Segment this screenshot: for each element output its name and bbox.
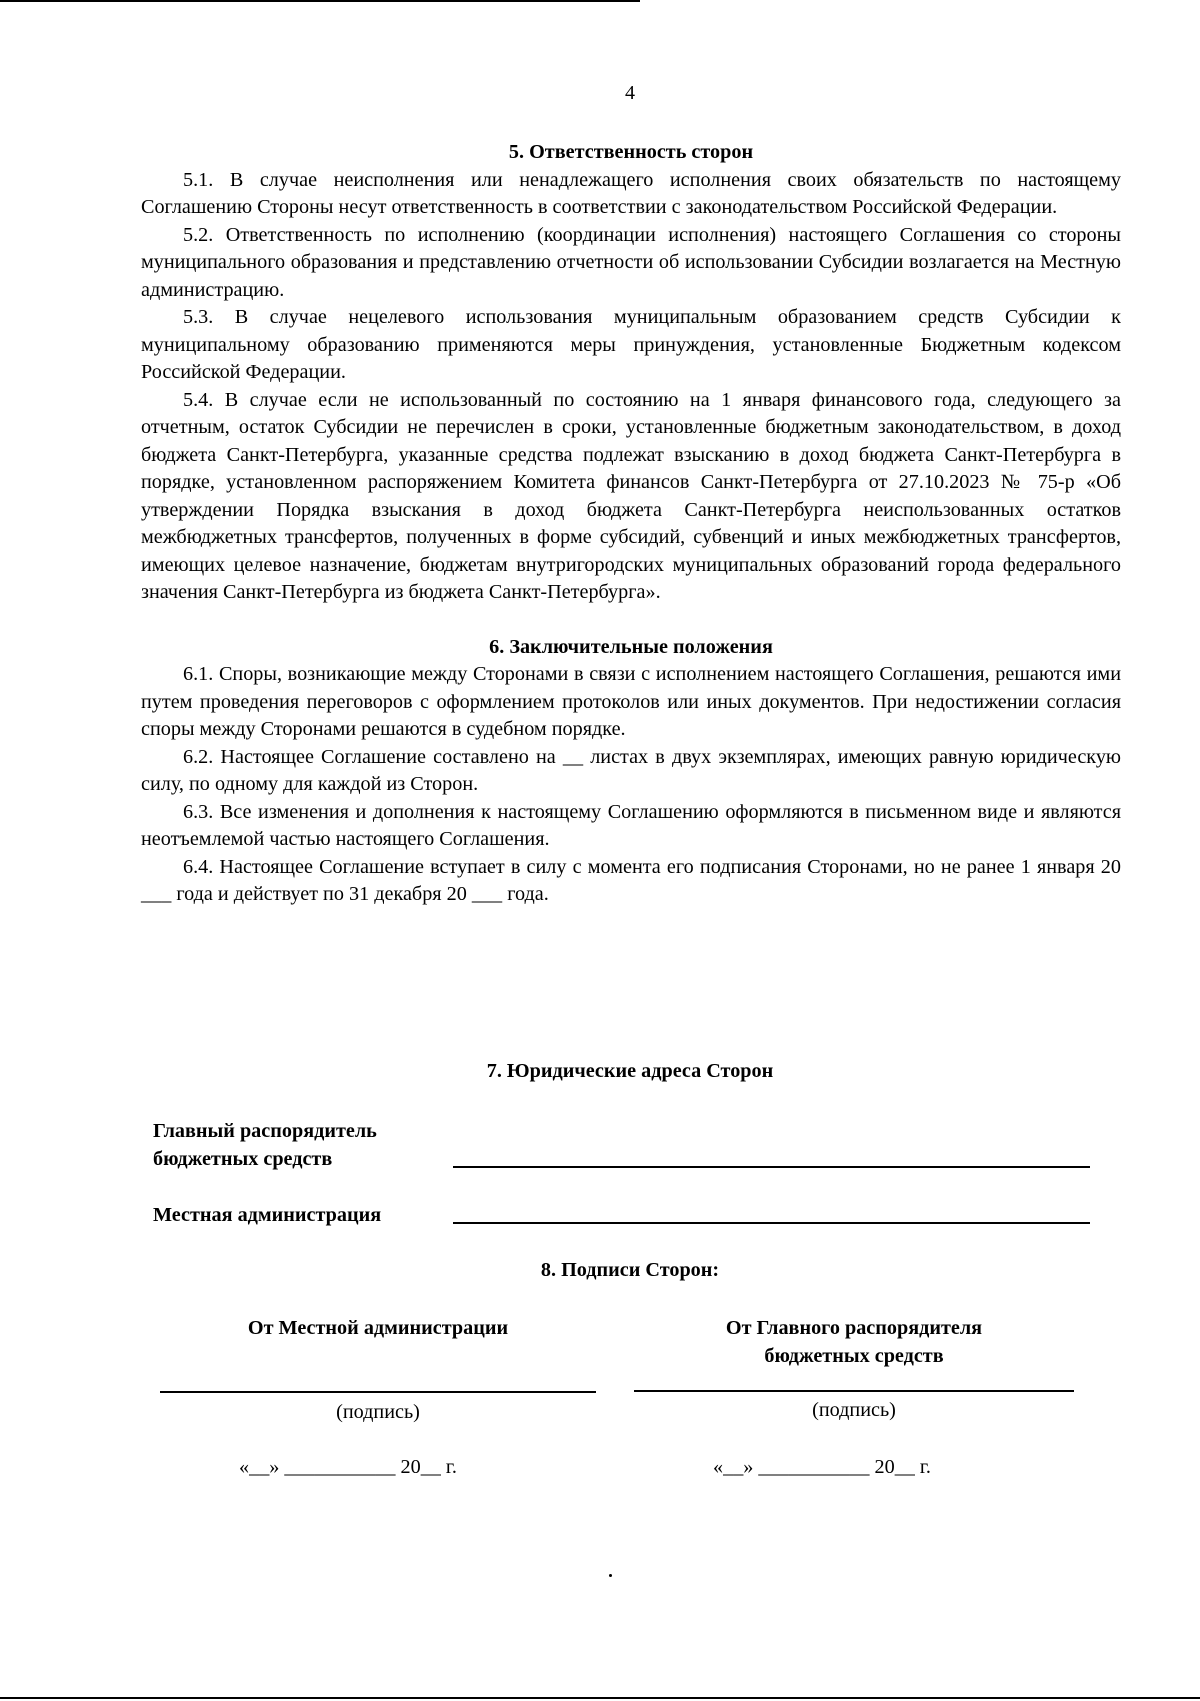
chief-manager-label-line2: бюджетных средств: [153, 1148, 333, 1170]
chief-manager-label: [153, 1117, 377, 1173]
clause-5-3: 5.3. В случае нецелевого использования муниципальным образованием средств Субсидии к муниципальному образованию применяются меры принуждения, установленные Бюджетным кодексом Российской Федерации.: [141, 306, 1121, 383]
left-date: «__» ___________ 20__ г.: [239, 1456, 457, 1478]
scan-border-top: [0, 0, 640, 2]
right-signatory: [634, 1314, 1074, 1370]
clause-5-2: 5.2. Ответственность по исполнению (координации исполнения) настоящего Соглашения со стороны муниципального образования и представлению отчетности об использовании Субсидии возлагается на Местную администрацию.: [141, 223, 1121, 301]
right-signatory-title-line2: бюджетных средств: [764, 1345, 944, 1367]
right-signature-line: [634, 1390, 1074, 1392]
right-signatory-title-line1: От Главного распорядителя: [725, 1317, 983, 1339]
clause-5-1: 5.1. В случае неисполнения или ненадлежащего исполнения своих обязательств по настоящему Соглашению Стороны несут ответственность в соответствии с законодательством Российской Федерации.: [141, 168, 1121, 218]
scan-border-bottom: [0, 1697, 1200, 1699]
left-signatory-title: От Местной администрации: [247, 1317, 509, 1339]
clause-5-4: 5.4. В случае если не использованный по состоянию на 1 января финансового года, следующего за отчетным, остаток Субсидии не перечислен в сроки, установленные бюджетным законодательством, в доход бюджета Санкт-Петербурга, указанные средства подлежат взысканию в доход бюджета Санкт-Петербурга в порядке, установленном распоряжением Комитета финансов Санкт-Петербурга от 27.10.2023 № 75-р «Об утверждении Порядка взыскания в доход бюджета Санкт-Петербурга неиспользованных остатков межбюджетных трансфертов, полученных в форме субсидий, субвенций и иных межбюджетных трансфертов, имеющих целевое назначение, бюджетам внутригородских муниципальных образований города федерального значения Санкт-Петербурга из бюджета Санкт-Петербурга».: [141, 388, 1121, 603]
section-6-heading: 6. Заключительные положения: [489, 635, 773, 658]
right-signature-caption: (подпись): [812, 1399, 896, 1421]
right-date: «__» ___________ 20__ г.: [713, 1456, 931, 1478]
clause-6-2: 6.2. Настоящее Соглашение составлено на __ листах в двух экземплярах, имеющих равную юридическую силу, по одному для каждой из Сторон.: [141, 745, 1121, 795]
left-signature-line: [160, 1391, 596, 1393]
page-number: 4: [625, 82, 635, 104]
section-5: [141, 139, 1121, 909]
left-signatory: [160, 1314, 596, 1342]
scan-speck: [609, 1574, 612, 1577]
section-7-heading: 7. Юридические адреса Сторон: [486, 1060, 774, 1082]
clause-6-1: 6.1. Споры, возникающие между Сторонами в связи с исполнением настоящего Соглашения, решаются ими путем проведения переговоров с оформлением протоколов или иных документов. При недостижении согласия споры между Сторонами решаются в судебном порядке.: [141, 663, 1121, 740]
local-admin-label: Местная администрация: [153, 1204, 382, 1226]
clause-6-4: 6.4. Настоящее Соглашение вступает в силу с момента его подписания Сторонами, но не ранее 1 января 20 ___ года и действует по 31 декабря 20 ___ года.: [141, 855, 1121, 905]
local-admin-address-line: [453, 1222, 1090, 1224]
clause-6-3: 6.3. Все изменения и дополнения к настоящему Соглашению оформляются в письменном виде и являются неотъемлемой частью настоящего Соглашения.: [141, 800, 1121, 850]
section-8-heading: 8. Подписи Сторон:: [540, 1259, 720, 1281]
chief-manager-label-line1: Главный распорядитель: [153, 1120, 377, 1142]
section-5-heading: 5. Ответственность сторон: [508, 141, 754, 163]
left-signature-caption: (подпись): [336, 1401, 420, 1423]
chief-manager-address-line: [453, 1166, 1090, 1168]
